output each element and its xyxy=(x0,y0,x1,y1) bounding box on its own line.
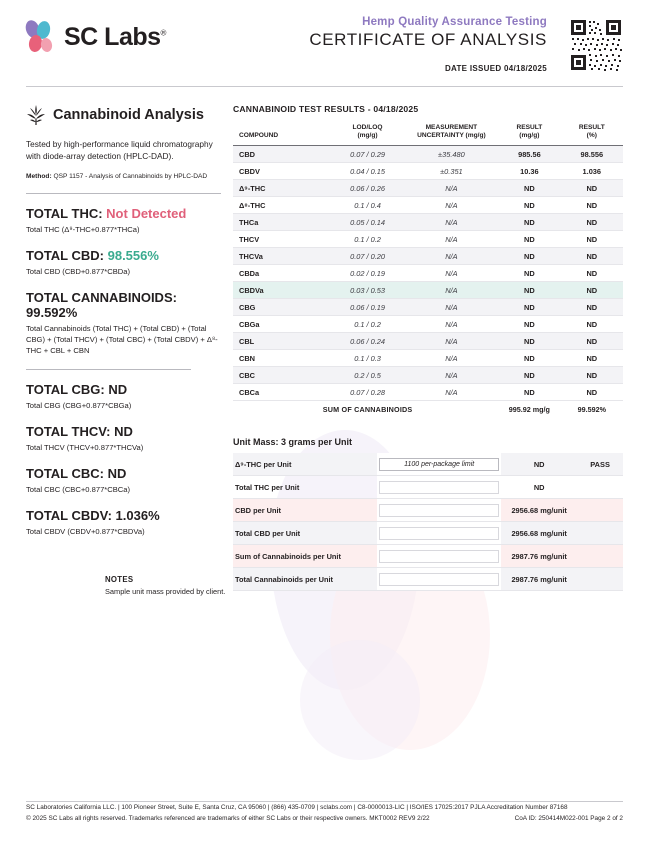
total-cbdv-block xyxy=(26,508,221,537)
table-row xyxy=(233,384,623,401)
table-cell: CBDa xyxy=(233,265,331,282)
per-unit-label: Total CBD per Unit xyxy=(233,522,377,545)
total-cbdv-label: TOTAL CBDV: 1.036% xyxy=(26,508,160,524)
col-result-pct-l2: (%) xyxy=(586,132,597,140)
table-cell: 0.02 / 0.19 xyxy=(331,265,405,282)
cannabinoid-analysis-panel xyxy=(26,104,221,550)
table-cell: N/A xyxy=(405,282,499,299)
table-cell: ND xyxy=(561,367,623,384)
table-cell: 0.05 / 0.14 xyxy=(331,214,405,231)
table-cell: N/A xyxy=(405,367,499,384)
table-cell: Δ⁹-THC xyxy=(233,180,331,197)
total-cbd-block xyxy=(26,248,221,277)
analysis-section-title-text: Cannabinoid Analysis xyxy=(53,107,204,123)
col-compound xyxy=(233,120,331,146)
table-row xyxy=(233,299,623,316)
table-cell: 0.1 / 0.2 xyxy=(331,231,405,248)
table-cell: ND xyxy=(561,214,623,231)
table-cell: THCV xyxy=(233,231,331,248)
table-row xyxy=(233,350,623,367)
table-cell: ND xyxy=(561,316,623,333)
total-cbg-block xyxy=(26,382,221,411)
col-lodloq-l1: LOD/LOQ xyxy=(352,124,383,131)
document-footer xyxy=(26,803,623,825)
sc-labs-logo xyxy=(26,20,166,54)
sum-cell: SUM OF CANNABINOIDS xyxy=(233,401,498,418)
registered-mark: ® xyxy=(160,28,166,38)
total-thc-value: Not Detected xyxy=(106,206,187,222)
table-cell: ND xyxy=(561,180,623,197)
total-thcv-label: TOTAL THCV: ND xyxy=(26,424,133,440)
table-cell: 0.04 / 0.15 xyxy=(331,163,405,180)
table-cell: 98.556 xyxy=(561,146,623,163)
header-divider xyxy=(26,86,623,87)
footer-line-1: SC Laboratories California LLC. | 100 Pioneer Street, Suite E, Santa Cruz, CA 95060 | (866) 435-0709 | sclabs.com | C8-0000013-LIC | ISO/IES 17025:2017 PJLA Accreditation Number 87168 xyxy=(26,804,568,812)
col-result-pct xyxy=(561,120,623,146)
table-cell: 1.036 xyxy=(561,163,623,180)
table-cell: ND xyxy=(498,282,560,299)
results-panel xyxy=(233,104,623,591)
table-cell: ND xyxy=(498,197,560,214)
total-cbc-formula: Total CBC (CBC+0.877*CBCa) xyxy=(26,485,131,495)
coa-id: CoA ID: 250414M022-001 Page 2 of 2 xyxy=(514,815,623,823)
footer-line-2: © 2025 SC Labs all rights reserved. Trademarks referenced are trademarks of either SC Labs or their respective owners. MKT0002 REV9 2/22 xyxy=(26,815,430,823)
table-cell: N/A xyxy=(405,248,499,265)
total-cannabinoids-label: TOTAL CANNABINOIDS: 99.592% xyxy=(26,290,177,321)
unit-mass-title: Unit Mass: 3 grams per Unit xyxy=(233,437,353,448)
date-issued: DATE ISSUED 04/18/2025 xyxy=(444,64,547,73)
table-cell: 0.1 / 0.4 xyxy=(331,197,405,214)
table-row xyxy=(233,146,623,163)
table-cell: ND xyxy=(498,248,560,265)
table-cell: ND xyxy=(561,231,623,248)
per-unit-row xyxy=(233,499,623,522)
table-row xyxy=(233,231,623,248)
table-cell: ND xyxy=(561,265,623,282)
table-cell: 10.36 xyxy=(498,163,560,180)
per-unit-row xyxy=(233,476,623,499)
table-cell: CBDV xyxy=(233,163,331,180)
notes-block xyxy=(105,575,355,596)
table-cell: ND xyxy=(498,367,560,384)
header-tagline: Hemp Quality Assurance Testing xyxy=(362,16,547,28)
qr-code-icon[interactable] xyxy=(569,18,623,72)
table-cell: CBC xyxy=(233,367,331,384)
table-cell: 0.1 / 0.3 xyxy=(331,350,405,367)
table-row xyxy=(233,248,623,265)
method-text: QSP 1157 - Analysis of Cannabinoids by HPLC-DAD xyxy=(53,173,208,181)
results-table-title: CANNABINOID TEST RESULTS - 04/18/2025 xyxy=(233,104,419,114)
total-thc-block xyxy=(26,206,221,235)
col-uncertainty-l1: MEASUREMENT xyxy=(425,124,478,131)
col-result-mgg-l2: (mg/g) xyxy=(519,132,540,140)
total-cbd-formula: Total CBD (CBD+0.877*CBDa) xyxy=(26,267,131,277)
table-cell: ND xyxy=(561,384,623,401)
footer-line-2-wrap xyxy=(26,814,623,825)
method-label: Method: xyxy=(26,173,52,181)
total-thc-label-text: TOTAL THC: xyxy=(26,206,107,222)
per-unit-result: 2987.76 mg/unit xyxy=(501,568,577,591)
table-cell: CBG xyxy=(233,299,331,316)
per-unit-label: Total THC per Unit xyxy=(233,476,377,499)
per-package-limit-box-empty xyxy=(379,573,499,586)
table-row xyxy=(233,197,623,214)
per-unit-row xyxy=(233,545,623,568)
table-row xyxy=(233,163,623,180)
per-unit-label: Total Cannabinoids per Unit xyxy=(233,568,377,591)
per-unit-status xyxy=(577,568,623,591)
left-divider-1 xyxy=(26,193,221,194)
total-cannabinoids-formula: Total Cannabinoids (Total THC) + (Total CBD) + (Total CBG) + (Total THCV) + (Total CBC) + (Total CBDV) + Δ⁸-THC + CBL + CBN xyxy=(26,324,218,356)
per-unit-table-body xyxy=(233,453,623,591)
notes-body: Sample unit mass provided by client. xyxy=(105,587,226,596)
table-row xyxy=(233,265,623,282)
table-cell: ND xyxy=(498,231,560,248)
sc-labs-logo-icon xyxy=(26,20,56,54)
analysis-description: Tested by high-performance liquid chromatography with diode-array detection (HPLC-DAD). xyxy=(26,139,213,162)
table-cell: ±35.480 xyxy=(405,146,499,163)
table-cell: 0.06 / 0.19 xyxy=(331,299,405,316)
per-unit-row xyxy=(233,453,623,476)
per-unit-status xyxy=(577,476,623,499)
sum-cell: 99.592% xyxy=(561,401,623,418)
table-cell: N/A xyxy=(405,333,499,350)
per-package-limit-box-empty xyxy=(379,504,499,517)
cannabinoid-results-table xyxy=(233,120,623,417)
per-unit-limit xyxy=(377,545,501,568)
analysis-method xyxy=(26,173,221,180)
table-cell: ±0.351 xyxy=(405,163,499,180)
table-cell: CBCa xyxy=(233,384,331,401)
sum-row xyxy=(233,401,623,418)
col-result-pct-l1: RESULT xyxy=(578,124,605,131)
total-cbd-label-text: TOTAL CBD: xyxy=(26,248,108,264)
table-cell: ND xyxy=(498,214,560,231)
table-cell: ND xyxy=(498,265,560,282)
table-cell: 0.07 / 0.28 xyxy=(331,384,405,401)
per-unit-result: 2956.68 mg/unit xyxy=(501,522,577,545)
background-blob-lavender xyxy=(300,640,420,760)
col-result-mgg-l1: RESULT xyxy=(516,124,543,131)
table-cell: ND xyxy=(561,350,623,367)
table-cell: ND xyxy=(498,384,560,401)
total-thcv-block xyxy=(26,424,221,453)
per-unit-limit xyxy=(377,476,501,499)
table-cell: N/A xyxy=(405,180,499,197)
per-unit-result: 2956.68 mg/unit xyxy=(501,499,577,522)
table-cell: 0.03 / 0.53 xyxy=(331,282,405,299)
total-cbg-formula: Total CBG (CBG+0.877*CBGa) xyxy=(26,401,132,411)
table-cell: CBN xyxy=(233,350,331,367)
per-unit-limit xyxy=(377,499,501,522)
per-unit-result: 2987.76 mg/unit xyxy=(501,545,577,568)
per-unit-table xyxy=(233,453,623,591)
per-unit-status: PASS xyxy=(577,453,623,476)
total-cbdv-formula: Total CBDV (CBDV+0.877*CBDVa) xyxy=(26,527,145,537)
table-cell: N/A xyxy=(405,214,499,231)
brand-name-text: SC Labs xyxy=(64,22,161,51)
table-cell: ND xyxy=(561,299,623,316)
col-compound-l1: COMPOUND xyxy=(239,132,279,140)
header-titles xyxy=(217,16,547,73)
total-thc-formula: Total THC (Δ⁹-THC+0.877*THCa) xyxy=(26,225,140,235)
leaf-icon xyxy=(26,104,46,126)
table-cell: Δ⁸-THC xyxy=(233,197,331,214)
table-cell: N/A xyxy=(405,231,499,248)
table-row xyxy=(233,282,623,299)
page-title: CERTIFICATE OF ANALYSIS xyxy=(309,30,547,49)
table-row xyxy=(233,367,623,384)
table-cell: ND xyxy=(561,248,623,265)
table-cell: ND xyxy=(498,180,560,197)
per-unit-limit xyxy=(377,568,501,591)
table-row xyxy=(233,316,623,333)
document-header xyxy=(26,16,623,78)
total-cbg-label: TOTAL CBG: ND xyxy=(26,382,128,398)
table-cell: ND xyxy=(498,333,560,350)
table-cell: ND xyxy=(561,282,623,299)
per-package-limit-box: 1100 per-package limit xyxy=(379,458,499,471)
per-package-limit-box-empty xyxy=(379,481,499,494)
total-cannabinoids-block xyxy=(26,290,221,356)
brand-name xyxy=(64,23,166,52)
table-cell: N/A xyxy=(405,384,499,401)
table-row xyxy=(233,214,623,231)
table-cell: 0.06 / 0.24 xyxy=(331,333,405,350)
table-cell: 985.56 xyxy=(498,146,560,163)
sum-cell: 995.92 mg/g xyxy=(498,401,560,418)
table-cell: CBL xyxy=(233,333,331,350)
per-unit-result: ND xyxy=(501,453,577,476)
table-cell: 0.2 / 0.5 xyxy=(331,367,405,384)
table-cell: CBGa xyxy=(233,316,331,333)
results-table-head xyxy=(233,120,623,146)
total-cbc-block xyxy=(26,466,221,495)
col-result-mgg xyxy=(498,120,560,146)
table-cell: ND xyxy=(561,197,623,214)
table-row xyxy=(233,333,623,350)
table-cell: CBD xyxy=(233,146,331,163)
footer-divider xyxy=(26,801,623,802)
notes-heading: NOTES xyxy=(105,575,134,584)
per-package-limit-box-empty xyxy=(379,527,499,540)
table-cell: THCa xyxy=(233,214,331,231)
table-cell: N/A xyxy=(405,197,499,214)
total-thcv-formula: Total THCV (THCV+0.877*THCVa) xyxy=(26,443,144,453)
total-cbd-value: 98.556% xyxy=(107,248,159,264)
table-cell: ND xyxy=(498,350,560,367)
table-row xyxy=(233,180,623,197)
table-cell: THCVa xyxy=(233,248,331,265)
table-cell: ND xyxy=(498,316,560,333)
results-header-row xyxy=(233,120,623,146)
table-cell: 0.1 / 0.2 xyxy=(331,316,405,333)
col-uncertainty-l2: UNCERTAINTY (mg/g) xyxy=(417,132,486,140)
table-cell: ND xyxy=(561,333,623,350)
per-unit-label: CBD per Unit xyxy=(233,499,377,522)
table-cell: 0.07 / 0.20 xyxy=(331,248,405,265)
left-divider-2 xyxy=(26,369,191,370)
per-unit-status xyxy=(577,522,623,545)
total-cbc-label: TOTAL CBC: ND xyxy=(26,466,127,482)
col-uncertainty xyxy=(405,120,499,146)
per-unit-status xyxy=(577,545,623,568)
table-cell: CBDVa xyxy=(233,282,331,299)
analysis-section-title xyxy=(26,104,221,126)
table-cell: 0.07 / 0.29 xyxy=(331,146,405,163)
col-lodloq xyxy=(331,120,405,146)
per-unit-status xyxy=(577,499,623,522)
table-cell: N/A xyxy=(405,316,499,333)
table-cell: 0.06 / 0.26 xyxy=(331,180,405,197)
total-thc-label xyxy=(26,206,221,221)
per-package-limit-box-empty xyxy=(379,550,499,563)
per-unit-row xyxy=(233,522,623,545)
per-unit-limit xyxy=(377,522,501,545)
table-cell: N/A xyxy=(405,350,499,367)
col-lodloq-l2: (mg/g) xyxy=(357,132,378,140)
table-cell: N/A xyxy=(405,299,499,316)
table-cell: ND xyxy=(498,299,560,316)
per-unit-limit xyxy=(377,453,501,476)
results-table-body xyxy=(233,146,623,418)
total-cbd-label xyxy=(26,248,221,263)
per-unit-label: Δ⁹-THC per Unit xyxy=(233,453,377,476)
table-cell: N/A xyxy=(405,265,499,282)
per-unit-label: Sum of Cannabinoids per Unit xyxy=(233,545,377,568)
per-unit-result: ND xyxy=(501,476,577,499)
